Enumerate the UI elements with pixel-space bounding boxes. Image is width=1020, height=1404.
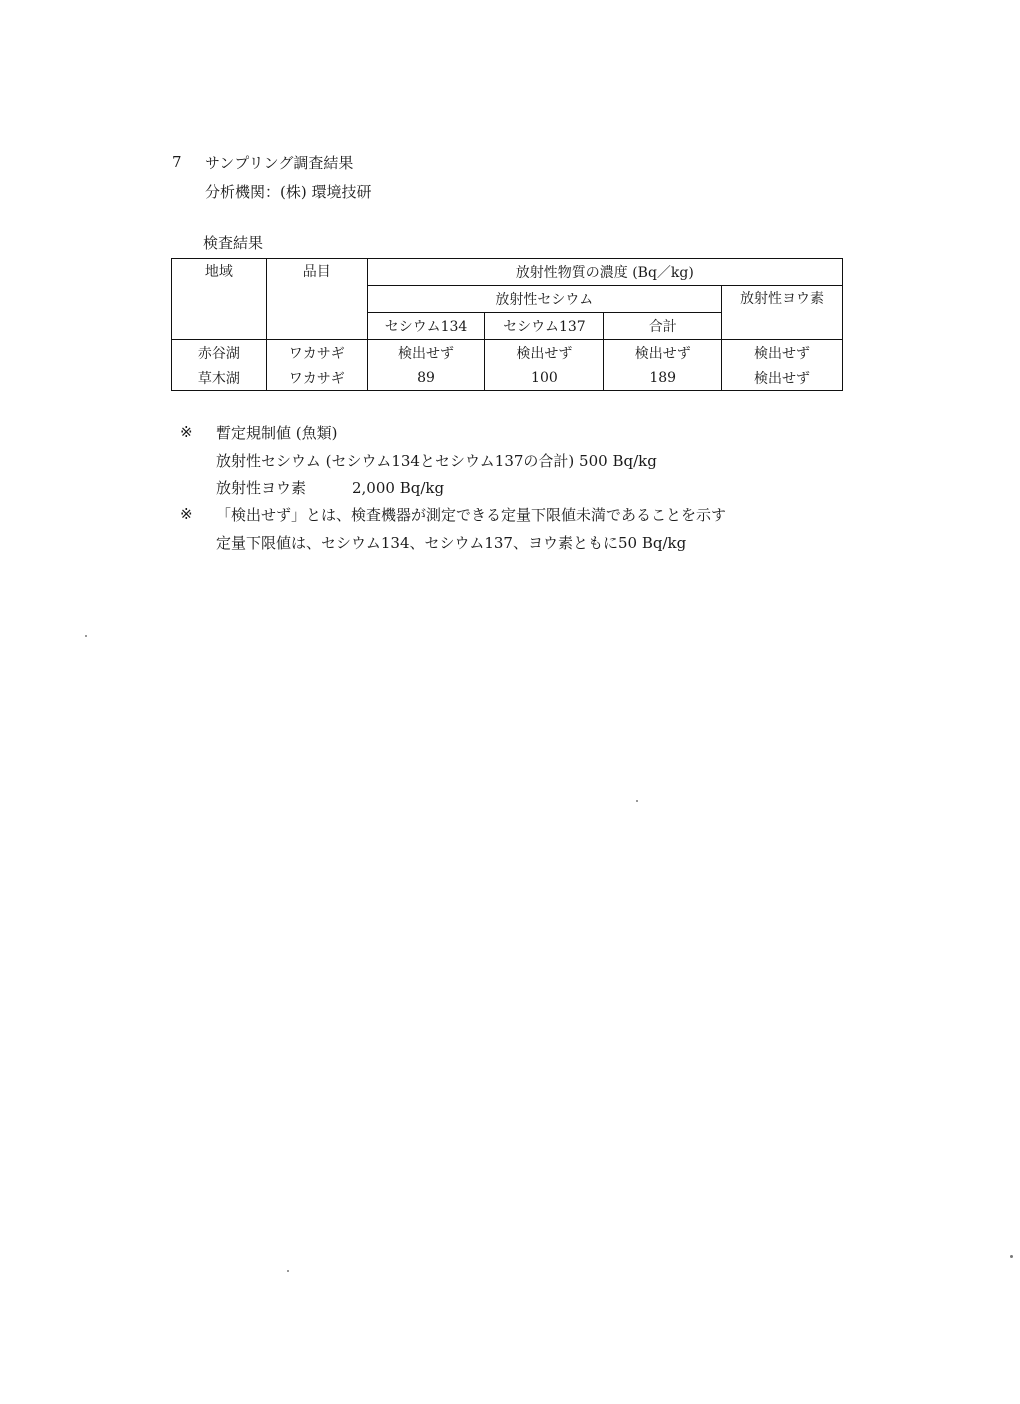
- scan-speck: [636, 800, 638, 802]
- cell-cs137: 100: [485, 365, 604, 391]
- results-label: 検査結果: [203, 234, 264, 252]
- results-table: [171, 258, 843, 391]
- table-row: [172, 365, 843, 391]
- cell-cs137: 検出せず: [485, 340, 604, 366]
- note-mark: ※: [180, 505, 193, 523]
- header-item: 品目: [266, 259, 367, 340]
- provisional-limit-title: 暫定規制値 (魚類): [216, 424, 338, 442]
- cell-iodine: 検出せず: [722, 340, 843, 366]
- scan-speck: [1010, 1255, 1013, 1258]
- not-detected-definition: 「検出せず」とは、検査機器が測定できる定量下限値未満であることを示す: [216, 506, 727, 524]
- cell-iodine: 検出せず: [722, 365, 843, 391]
- iodine-limit-label: 放射性ヨウ素: [216, 479, 307, 497]
- analysis-institution: 分析機関：(株) 環境技研: [205, 183, 372, 201]
- header-cs137: セシウム137: [485, 313, 604, 340]
- header-iodine: 放射性ヨウ素: [722, 286, 843, 340]
- cesium-limit: 放射性セシウム (セシウム134とセシウム137の合計) 500 Bq/kg: [216, 452, 657, 470]
- cell-region: 草木湖: [172, 365, 267, 391]
- cell-total: 189: [604, 365, 722, 391]
- cell-cs134: 89: [367, 365, 485, 391]
- iodine-limit-value: 2,000 Bq/kg: [352, 479, 445, 497]
- header-total: 合計: [604, 313, 722, 340]
- cell-item: ワカサギ: [266, 365, 367, 391]
- header-cesium: 放射性セシウム: [367, 286, 721, 313]
- header-cs134: セシウム134: [367, 313, 485, 340]
- cell-total: 検出せず: [604, 340, 722, 366]
- table-row: [172, 340, 843, 366]
- detection-limit: 定量下限値は、セシウム134、セシウム137、ヨウ素ともに50 Bq/kg: [216, 534, 687, 552]
- note-mark: ※: [180, 423, 193, 441]
- scan-speck: [287, 1270, 289, 1272]
- section-number: 7: [172, 153, 182, 171]
- cell-cs134: 検出せず: [367, 340, 485, 366]
- cell-item: ワカサギ: [266, 340, 367, 366]
- header-row-1: [172, 259, 843, 286]
- section-title: サンプリング調査結果: [205, 154, 354, 172]
- header-region: 地域: [172, 259, 267, 340]
- header-concentration: 放射性物質の濃度 (Bq／kg): [367, 259, 842, 286]
- cell-region: 赤谷湖: [172, 340, 267, 366]
- scan-speck: [85, 635, 87, 637]
